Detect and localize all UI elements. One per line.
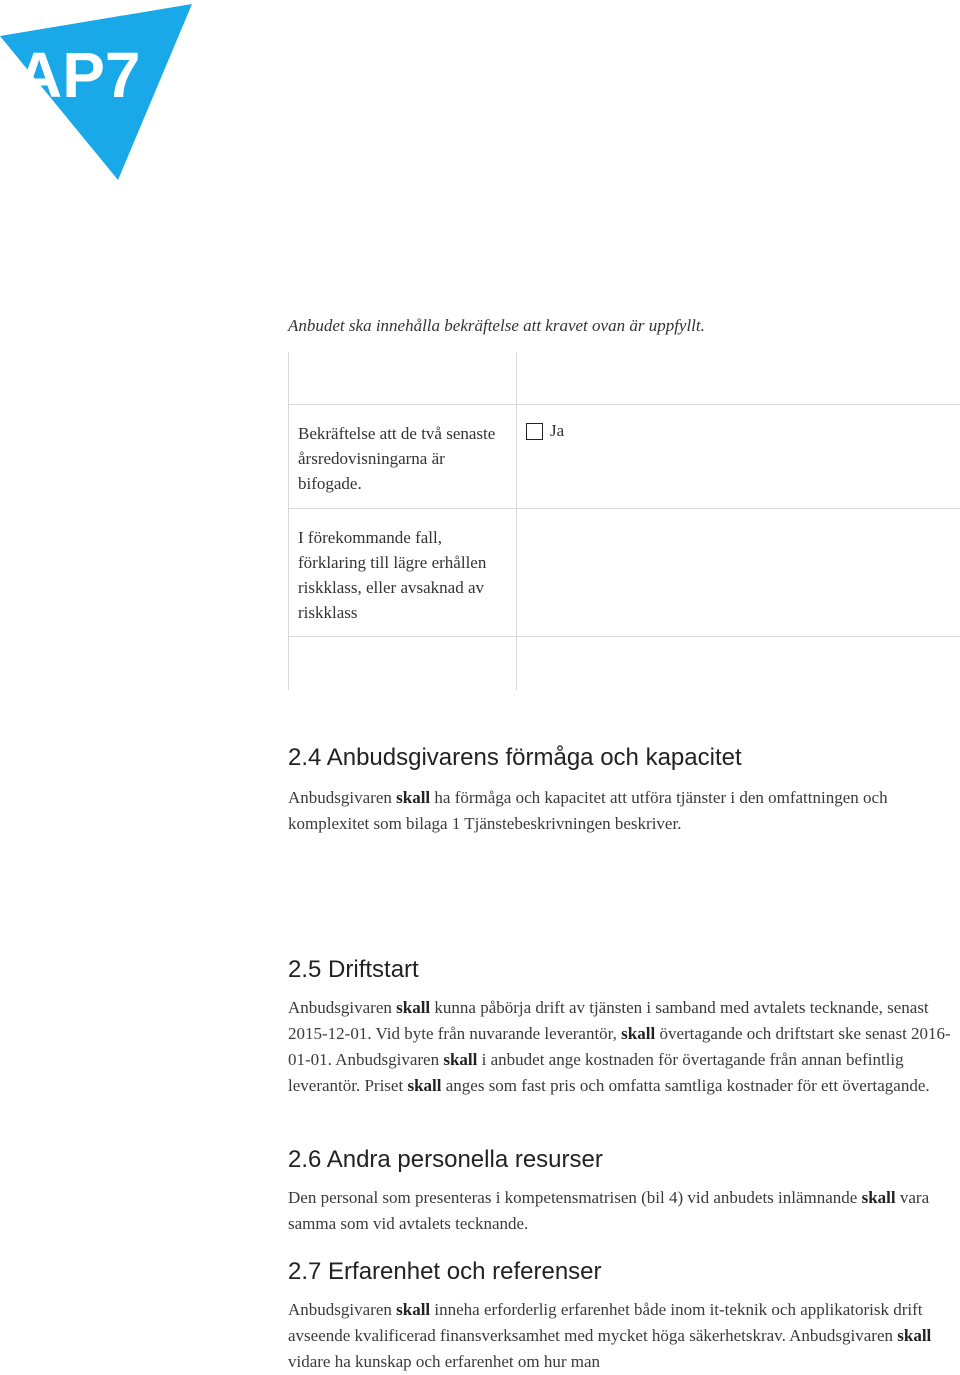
row2-label: I förekommande fall, förklaring till lägre erhållen riskklass, eller avsaknad av riskklass	[298, 528, 487, 622]
table-divider	[288, 352, 289, 690]
intro-text: Anbudet ska innehålla bekräftelse att kravet ovan är uppfyllt.	[288, 316, 705, 335]
section-body-2-4: Anbudsgivaren skall ha förmåga och kapacitet att utföra tjänster i den omfattningen och komplexitet som bilaga 1 Tjänstebeskrivningen beskriver.	[288, 788, 888, 833]
section-body-2-7: Anbudsgivaren skall inneha erforderlig erfarenhet både inom it-teknik och applikatorisk drift avseende kvalificerad finansverksamhet med mycket höga säkerhetskrav. Anbudsgivaren skall vidare ha kunskap och erfarenhet om hur man	[288, 1300, 932, 1371]
table-divider	[288, 404, 960, 405]
section-body-2-5: Anbudsgivaren skall kunna påbörja drift av tjänsten i samband med avtalets tecknande, senast 2015-12-01. Vid byte från nuvarande leverantör, skall övertagande och driftstart ske senast 2016-01-01. Anbudsgivaren skall i anbudet ange kostnaden för övertagande från annan befintlig leverantör. Priset skall anges som fast pris och omfatta samtliga kostnader för ett övertagande.	[288, 998, 951, 1095]
row1-label: Bekräftelse att de två senaste årsredovisningarna är bifogade.	[298, 424, 496, 493]
table-divider	[288, 508, 960, 509]
logo-text: AP7	[16, 39, 141, 111]
ap7-logo	[0, 0, 200, 185]
section-heading-2-6: 2.6 Andra personella resurser	[288, 1146, 603, 1173]
ja-checkbox[interactable]	[526, 423, 543, 440]
section-body-2-6: Den personal som presenteras i kompetensmatrisen (bil 4) vid anbudets inlämnande skall vara samma som vid avtalets tecknande.	[288, 1188, 930, 1233]
section-heading-2-7: 2.7 Erfarenhet och referenser	[288, 1258, 602, 1285]
section-heading-2-5: 2.5 Driftstart	[288, 956, 419, 983]
table-divider	[288, 636, 960, 637]
ja-checkbox-label: Ja	[550, 421, 565, 440]
table-divider	[516, 352, 517, 690]
section-heading-2-4: 2.4 Anbudsgivarens förmåga och kapacitet	[288, 744, 742, 771]
ja-checkbox-field[interactable]	[526, 421, 564, 441]
